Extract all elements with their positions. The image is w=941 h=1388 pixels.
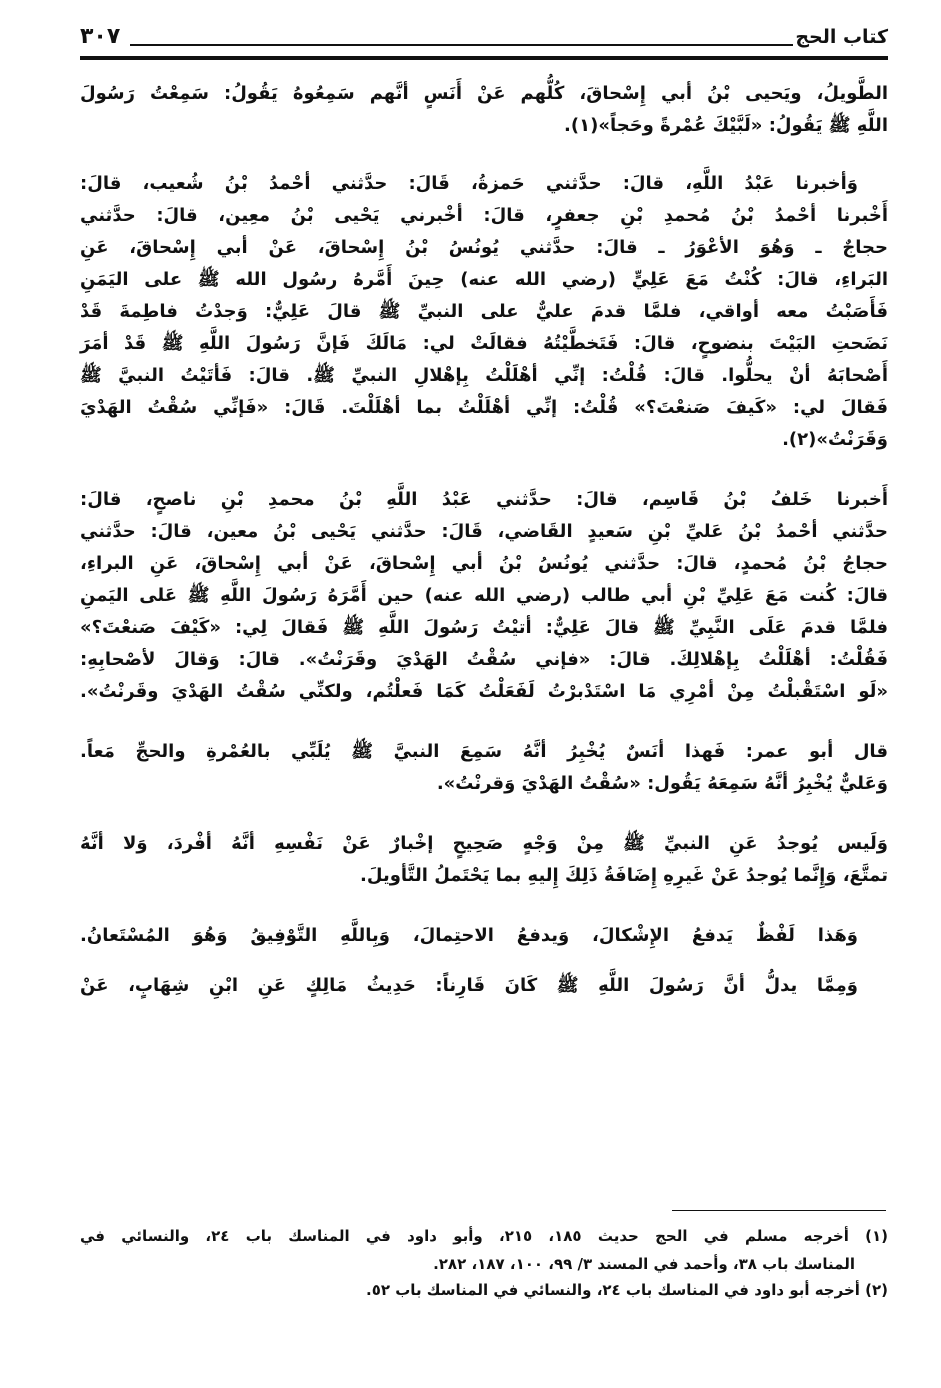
text-line: وَأخبرنا عَبْدُ اللَّهِ، قالَ: حدَّثني حَمزةُ، قَالَ: حدَّثني أحْمدُ بْنُ شُعيب، قالَ:: [80, 173, 858, 194]
text-line: حدَّثني أحْمدُ بْنُ عَليِّ بْنِ سَعيدٍ القَاضي، قَالَ: حدَّثني يَحْيى بْنُ معين، قالَ: حدَّثني: [80, 521, 888, 542]
text-line: فلمَّا قدمَ عَلَى النَّبِيِّ ﷺ قالَ عَلِيٌّ: أتيْتُ رَسُولَ اللَّهِ ﷺ فَقالَ لِي: «كَيْفَ صَنعْتَ؟»: [80, 617, 888, 638]
running-header: [80, 26, 888, 58]
speaker-label: قال أبو عمر:: [745, 741, 888, 762]
text-line: فَقُلْتُ: أهْلَلْتُ بِإهْلالِكَ. قالَ: «فإني سُقْتُ الهَدْيَ وقَرَنْتُ». قالَ: وَقالَ لأصْحابِهِ:: [80, 649, 888, 670]
text-span: فَهذا أنَسٌ يُخْبِرُ أنَّهُ سَمِعَ النبيَّ ﷺ يُلَبِّي بالعُمْرةِ والحجِّ مَعاً.: [80, 741, 726, 762]
text-line: اللَّهِ ﷺ يَقُولُ: «لَبَّيْكَ عُمْرةً وحَجاً»(١).: [564, 115, 888, 136]
footnote-rule: [672, 1210, 886, 1211]
text-line: الطَّويلُ، ويَحيى بْنُ أبي إِسْحاقَ، كُلُّهم عَنْ أَنَسٍ أنَّهم سَمِعُوهُ يَقُولُ: سَمِعْتُ رَسُولَ: [80, 83, 888, 104]
text-line: وَلَيس يُوجدُ عَنِ النبيِّ ﷺ مِنْ وَجْهٍ صَحِيحٍ إخْبارٌ عَنْ نَفْسِهِ أنَّهُ أفْردَ، وَلا أنَّهُ: [80, 833, 888, 854]
text-line: تمتَّعَ، وَإِنَّما يُوجدُ عَنْ غَيرِهِ إِضَافَةُ ذَلِكَ إِليهِ بما يَحْتَملُ التَّأويلَ.: [360, 865, 888, 886]
text-line: نَضَحتِ البَيْتَ بنضوحٍ، قالَ: فَتَخطَّيْتُهُ فقالَتْ لي: مَالَكَ فَإنَّ رَسُولَ اللَّهِ ﷺ قَدْ أمَرَ: [80, 333, 888, 354]
footnote: (١) أخرجه مسلم في الحج حديث ١٨٥، ٢١٥، وأبو داود في المناسك باب ٢٤، والنسائي في: [80, 1227, 888, 1245]
chapter-title: كتاب الحج: [795, 26, 888, 48]
page-number: ٣٠٧: [80, 24, 121, 49]
text-line: حجاجٌ ـ وَهُوَ الأعْوَرُ ـ قالَ: حدَّثني يُونُسُ بْنُ إِسْحاقَ، عَنْ أبي إِسْحاقَ، عَنِ: [80, 237, 888, 258]
header-divider: [80, 56, 888, 60]
text-line: أَخبرنا خَلفُ بْنُ قَاسِم، قالَ: حدَّثني عَبْدُ اللَّهِ بْنُ محمدِ بْنِ ناصحٍ، قالَ:: [80, 489, 888, 510]
text-line: أَصْحابَهُ أنْ يحلُّوا. قالَ: قُلْتُ: إنِّي أهْلَلْتُ بِإهْلالِ النبيِّ ﷺ. قالَ: فَأتَيْتُ النبيَّ ﷺ: [80, 365, 888, 386]
text-line: البَراءِ، قالَ: كُنْتُ مَعَ عَلِيٍّ (رضي الله عنه) حِينَ أَمَّرهُ رسُول الله ﷺ على اليَمَنِ: [80, 269, 888, 290]
text-line: حجاجُ بْنُ مُحمدٍ، قالَ: حدَّثني يُونُسُ بْنُ أبي إِسْحاقَ، عَنْ أبي إِسْحاقَ، عَنِ البراءِ،: [80, 553, 888, 574]
footnote: (٢) أخرجه أبو داود في المناسك باب ٢٤، والنسائي في المناسك باب ٥٢.: [366, 1281, 888, 1299]
text-line: وَمِمَّا يدلُّ أنَّ رَسُولَ اللَّهِ ﷺ كَانَ قَارِناً: حَدِيثُ مَالِكٍ عَنِ ابْنِ شِهَابٍ، عَنْ: [80, 975, 858, 996]
text-line: أَخْبرنا أحْمدُ بْنُ مُحمدِ بْنِ جعفرٍ، قالَ: أخْبرني يَحْيى بْنُ معِين، قالَ: حدَّثني: [80, 205, 888, 226]
text-line: [80, 738, 888, 766]
text-line: وَعَليٌّ يُخْبِرُ أنَّهُ سَمِعَهُ يَقُول: «سُقْتُ الهَدْيَ وَقرنْتُ».: [436, 773, 888, 794]
text-line: «لَو اسْتَقْبلْتُ مِنْ أمْرِي مَا اسْتَدْبرْتُ لَفَعَلْتُ كَمَا فَعلْتُم، ولكنِّي سُقْتُ الهَدْيَ وقَرنْتُ».: [80, 681, 888, 702]
text-line: وَهَذا لَفْظٌ يَدفعُ الإِشْكالَ، وَيدفعُ الاحتِمالَ، وَبِاللَّهِ التَّوْفِيقُ وَهُوَ المُسْتَعانُ.: [80, 925, 858, 946]
text-line: فَأَصَبْتُ معه أواقي، فلمَّا قدمَ عليٌّ على النبيِّ ﷺ قالَ عَلِيٌّ: وَجدْتُ فاطِمةَ قَدْ: [80, 301, 888, 322]
text-line: فَقالَ لي: «كَيفَ صَنعْتَ؟» قُلْتُ: إنِّي أهْلَلْتُ بما أهْلَلْتَ. قَالَ: «فَإنِّي سُقْتُ الهَدْيَ: [80, 397, 888, 418]
text-line: وَقَرَنْتُ»(٢).: [782, 429, 888, 450]
header-rule: [130, 44, 793, 46]
footnote: المناسك باب ٣٨، وأحمد في المسند ٣/ ٩٩، ١٠٠، ١٨٧، ٢٨٢.: [433, 1255, 855, 1273]
text-line: قالَ: كُنت مَعَ عَلِيِّ بْنِ أبي طالب (رضي الله عنه) حين أَمَّرَهُ رَسُولَ اللَّهِ ﷺ عَلى اليَمنِ: [80, 585, 888, 606]
